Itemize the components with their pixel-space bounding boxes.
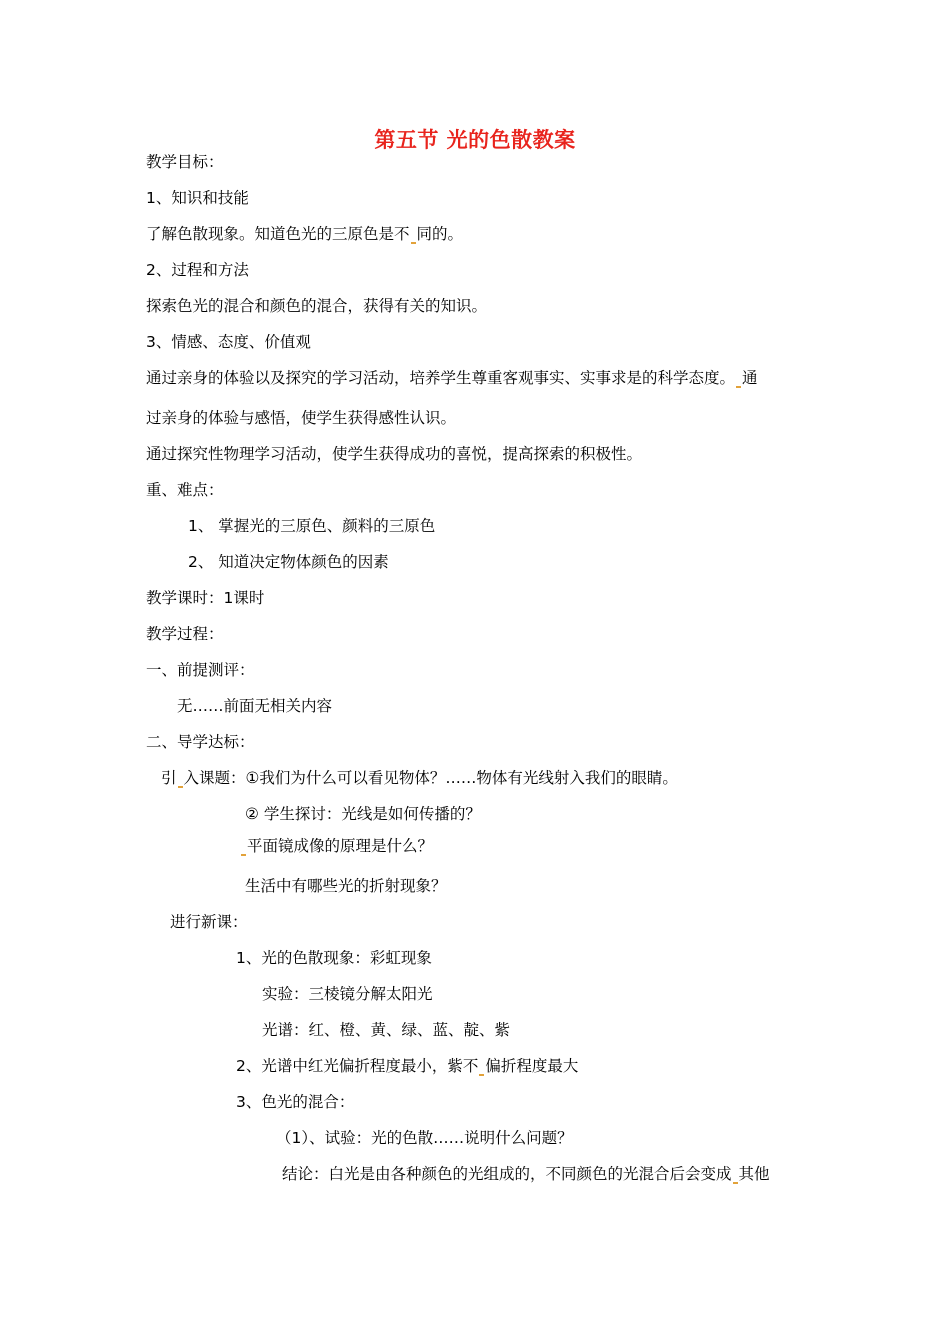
section-1-heading: 一、前提测评： [146, 661, 255, 679]
intro-question-3-text: 平面镜成像的原理是什么？ [247, 837, 434, 855]
lesson-item-1-spectrum: 光谱：红、橙、黄、绿、蓝、靛、紫 [262, 1021, 511, 1039]
lesson-item-1-experiment: 实验：三棱镜分解太阳光 [262, 985, 433, 1003]
objective-2-heading: 2、过程和方法 [146, 261, 249, 279]
intro-question-4: 生活中有哪些光的折射现象？ [245, 877, 447, 895]
edit-mark-icon [733, 1179, 738, 1184]
objective-3-heading: 3、情感、态度、价值观 [146, 333, 311, 351]
document-title: 第五节 光的色散教案 [374, 128, 576, 152]
objectives-heading: 教学目标： [146, 153, 224, 171]
new-lesson-heading: 进行新课： [170, 913, 248, 931]
section-1-text: 无……前面无相关内容 [177, 697, 333, 715]
key-points-heading: 重、难点： [146, 481, 224, 499]
intro-question-2: ② 学生探讨：光线是如何传播的？ [245, 805, 481, 823]
lesson-item-2 [236, 1056, 578, 1076]
class-hours: 教学课时：1课时 [146, 589, 265, 607]
intro-topic-part-b: 入课题：①我们为什么可以看见物体？……物体有光线射入我们的眼睛。 [183, 769, 678, 787]
objective-1-heading: 1、知识和技能 [146, 189, 249, 207]
intro-topic-part-a: 引 [161, 769, 177, 787]
conclusion [282, 1164, 770, 1184]
objective-3-text-1-part-a: 通过亲身的体验以及探究的学习活动，培养学生尊重客观事实、实事求是的科学态度。 [146, 369, 736, 387]
lesson-item-1: 1、光的色散现象：彩虹现象 [236, 949, 432, 967]
lesson-item-2-part-b: 偏折程度最大 [485, 1057, 579, 1075]
objective-3-text-3: 通过探究性物理学习活动，使学生获得成功的喜悦，提高探索的积极性。 [146, 445, 643, 463]
objective-1-text [146, 224, 463, 244]
key-point-1: 1、 掌握光的三原色、颜料的三原色 [188, 517, 436, 535]
edit-mark-icon [411, 239, 416, 244]
edit-mark-icon [241, 851, 246, 856]
objective-3-text-1 [146, 368, 758, 388]
lesson-item-3: 3、色光的混合： [236, 1093, 355, 1111]
key-point-2: 2、 知道决定物体颜色的因素 [188, 553, 389, 571]
process-heading: 教学过程： [146, 625, 224, 643]
intro-question-3 [240, 836, 433, 856]
objective-1-text-part-b: 同的。 [416, 225, 464, 243]
objective-2-text: 探索色光的混合和颜色的混合，获得有关的知识。 [146, 297, 488, 315]
edit-mark-icon [178, 783, 183, 788]
lesson-item-3-sub: （1）、试验：光的色散……说明什么问题？ [276, 1129, 573, 1147]
lesson-item-2-part-a: 2、光谱中红光偏折程度最小，紫不 [236, 1057, 479, 1075]
conclusion-part-b: 其他 [738, 1165, 770, 1183]
objective-3-text-2: 过亲身的体验与感悟，使学生获得感性认识。 [146, 409, 457, 427]
intro-topic [161, 768, 678, 788]
objective-3-text-1-part-b: 通 [742, 369, 758, 387]
section-2-heading: 二、导学达标： [146, 733, 255, 751]
edit-mark-icon [479, 1071, 484, 1076]
edit-mark-icon [736, 383, 741, 388]
objective-1-text-part-a: 了解色散现象。知道色光的三原色是不 [146, 225, 410, 243]
conclusion-part-a: 结论：白光是由各种颜色的光组成的，不同颜色的光混合后会变成 [282, 1165, 732, 1183]
